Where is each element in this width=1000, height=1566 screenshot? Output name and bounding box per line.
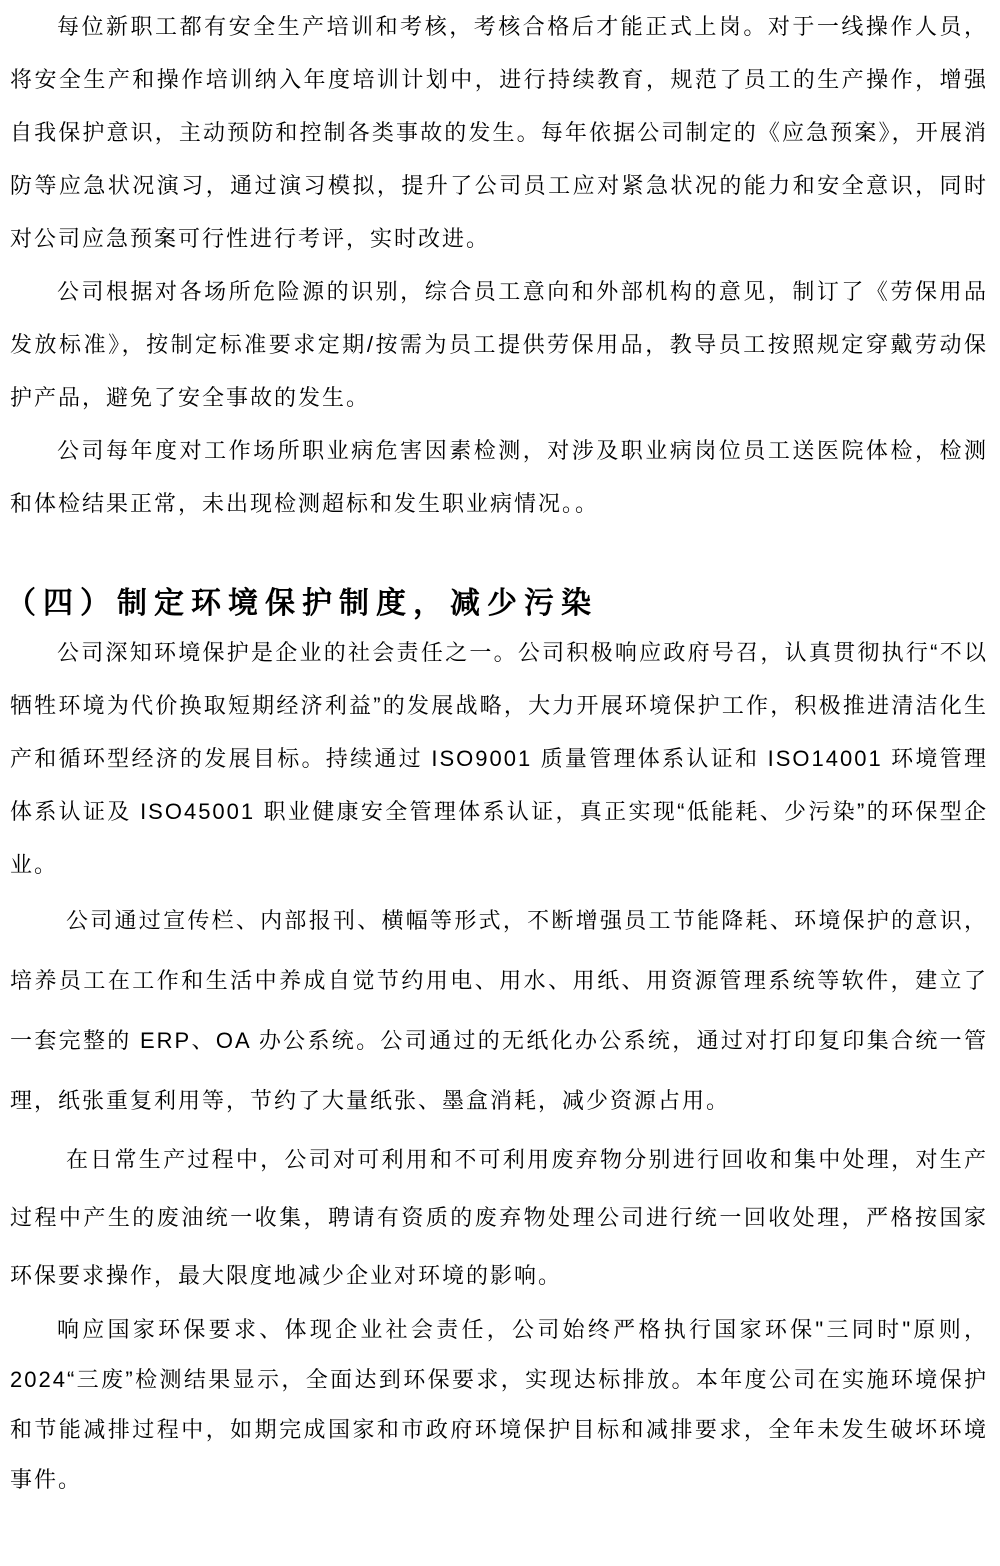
para-three-simultaneous-compliance: 响应国家环保要求、体现企业社会责任，公司始终严格执行国家环保"三同时"原则，2024“三废”检测结果显示，全面达到环保要求，实现达标排放。本年度公司在实施环境保护和节能减排过程中，如期完成国家和市政府环境保护目标和减排要求，全年未发生破坏环境事件。 [10, 1317, 988, 1492]
para-safety-training: 每位新职工都有安全生产培训和考核，考核合格后才能正式上岗。对于一线操作人员，将安全生产和操作培训纳入年度培训计划中，进行持续教育，规范了员工的生产操作，增强自我保护意识，主动预防和控制各类事故的发生。每年依据公司制定的《应急预案》，开展消防等应急状况演习，通过演习模拟，提升了公司员工应对紧急状况的能力和安全意识，同时对公司应急预案可行性进行考评，实时改进。 [10, 14, 988, 251]
para-occupational-health-check: 公司每年度对工作场所职业病危害因素检测，对涉及职业病岗位员工送医院体检，检测和体检结果正常，未出现检测超标和发生职业病情况。。 [10, 438, 988, 516]
section-heading-environment: （四）制定环境保护制度，减少污染 [6, 587, 598, 620]
para-environment-strategy-iso: 公司深知环境保护是企业的社会责任之一。公司积极响应政府号召，认真贯彻执行“不以牺牲环境为代价换取短期经济利益”的发展战略，大力开展环境保护工作，积极推进清洁化生产和循环型经济的发展目标。持续通过 ISO9001 质量管理体系认证和 ISO14001 环境管理体系认证及 ISO45001 职业健康安全管理体系认证，真正实现“低能耗、少污染”的环保型企业。 [10, 640, 988, 877]
para-labor-protection-supplies: 公司根据对各场所危险源的识别，综合员工意向和外部机构的意见，制订了《劳保用品发放标准》，按制定标准要求定期/按需为员工提供劳保用品，教导员工按照规定穿戴劳动保护产品，避免了安全事故的发生。 [10, 279, 988, 410]
para-paperless-office: 公司通过宣传栏、内部报刊、横幅等形式，不断增强员工节能降耗、环境保护的意识，培养员工在工作和生活中养成自觉节约用电、用水、用纸、用资源管理系统等软件，建立了一套完整的 ERP、OA 办公系统。公司通过的无纸化办公系统，通过对打印复印集合统一管理，纸张重复利用等，节约了大量纸张、墨盒消耗，减少资源占用。 [10, 908, 988, 1113]
para-waste-recycling: 在日常生产过程中，公司对可利用和不可利用废弃物分别进行回收和集中处理，对生产过程中产生的废油统一收集，聘请有资质的废弃物处理公司进行统一回收处理，严格按国家环保要求操作，最大限度地减少企业对环境的影响。 [10, 1147, 988, 1288]
